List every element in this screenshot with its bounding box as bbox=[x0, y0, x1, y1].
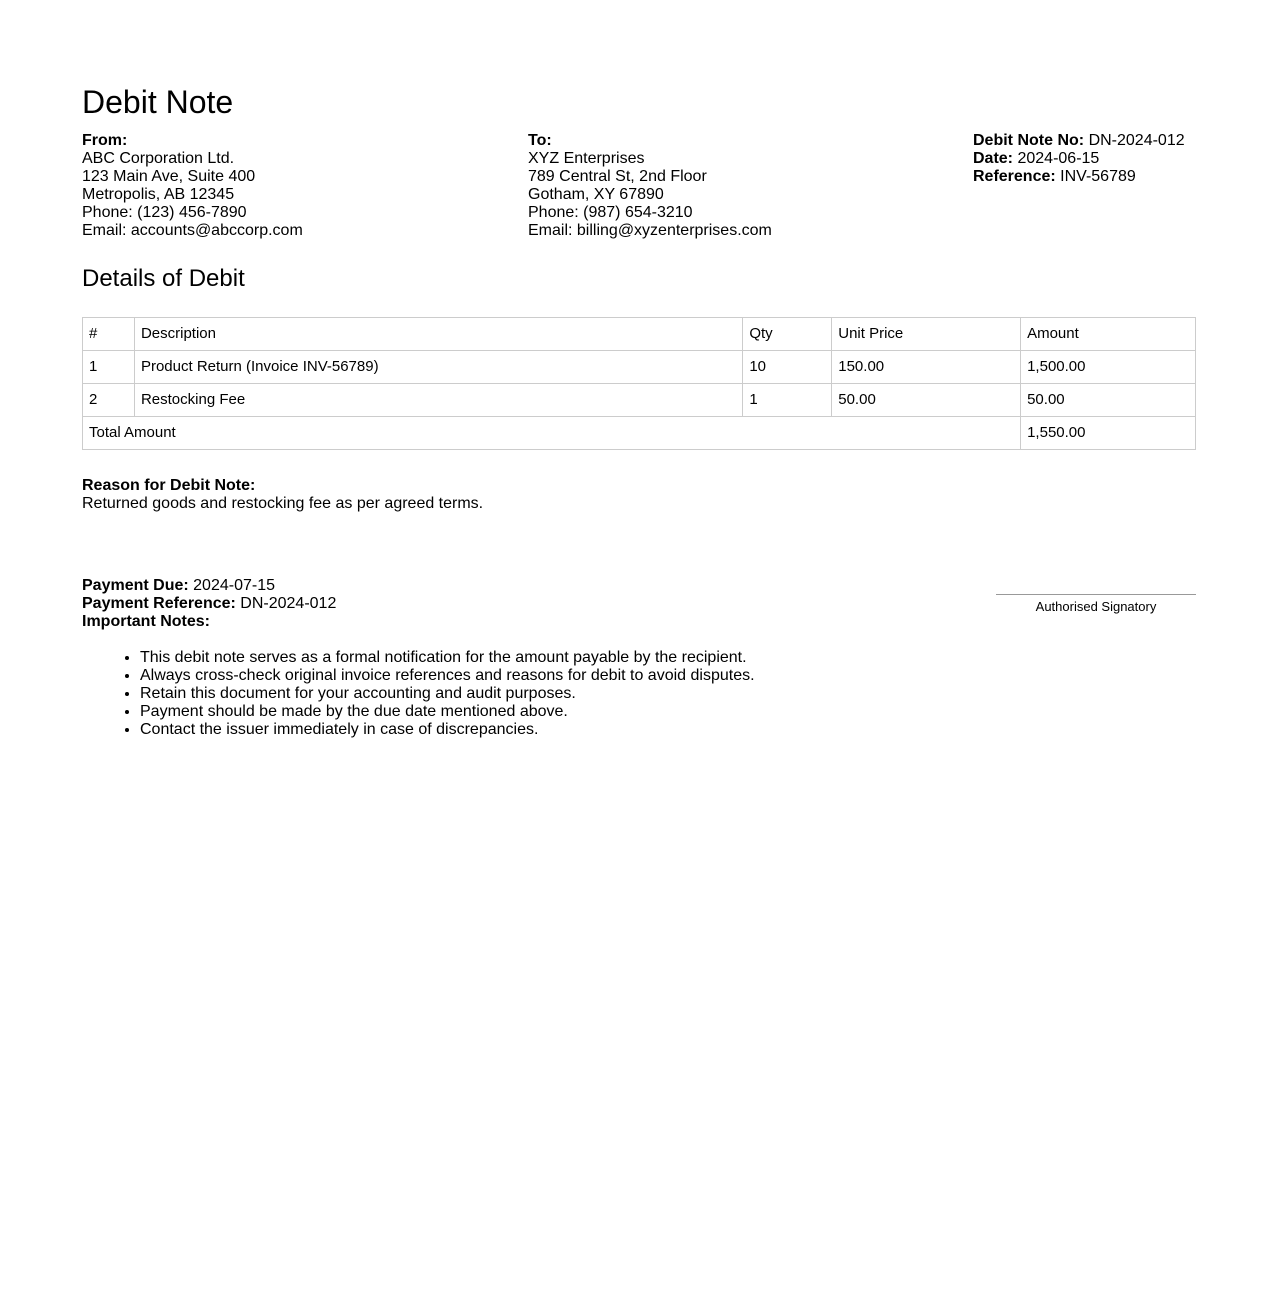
debit-note-number bbox=[973, 132, 1185, 150]
column-header: # bbox=[83, 318, 135, 351]
meta-block bbox=[973, 132, 1185, 186]
debit-note-number-label: Debit Note No: bbox=[973, 132, 1085, 149]
reason-label: Reason for Debit Note: bbox=[82, 477, 256, 494]
table-row bbox=[83, 384, 1196, 417]
reason-section bbox=[82, 477, 483, 513]
qty-cell: 1 bbox=[743, 384, 832, 417]
parties-section bbox=[82, 132, 1196, 242]
from-block bbox=[82, 132, 303, 240]
debit-note-reference bbox=[973, 168, 1185, 186]
amount-cell: 50.00 bbox=[1021, 384, 1196, 417]
to-phone: Phone: (987) 654-3210 bbox=[528, 204, 693, 221]
row-number-cell: 2 bbox=[83, 384, 135, 417]
from-heading: From: bbox=[82, 132, 128, 149]
debit-items-table bbox=[82, 317, 1196, 450]
payment-reference-label: Payment Reference: bbox=[82, 595, 236, 612]
from-name: ABC Corporation Ltd. bbox=[82, 150, 235, 167]
column-header: Unit Price bbox=[832, 318, 1021, 351]
signature-label: Authorised Signatory bbox=[1035, 599, 1157, 614]
payment-due-value: 2024-07-15 bbox=[193, 577, 275, 594]
debit-note-number-value: DN-2024-012 bbox=[1088, 132, 1185, 149]
debit-note-date-value: 2024-06-15 bbox=[1017, 150, 1100, 167]
unit-price-cell: 50.00 bbox=[832, 384, 1021, 417]
important-notes-label: Important Notes: bbox=[82, 613, 210, 630]
to-name: XYZ Enterprises bbox=[528, 150, 645, 167]
reason-text: Returned goods and restocking fee as per agreed terms. bbox=[82, 495, 484, 512]
from-address-line-1: 123 Main Ave, Suite 400 bbox=[82, 168, 256, 185]
to-address-line-1: 789 Central St, 2nd Floor bbox=[528, 168, 707, 185]
from-address-line-2: Metropolis, AB 12345 bbox=[82, 186, 235, 203]
details-title: Details of Debit bbox=[82, 265, 245, 292]
list-item: • Retain this document for your accounting and audit purposes. bbox=[140, 685, 755, 703]
list-item: • Contact the issuer immediately in case of discrepancies. bbox=[140, 721, 755, 739]
list-item: • This debit note serves as a formal notification for the amount payable by the recipient. bbox=[140, 649, 755, 667]
to-block bbox=[528, 132, 772, 240]
debit-note-date bbox=[973, 150, 1185, 168]
from-email: Email: accounts@abccorp.com bbox=[82, 222, 303, 239]
total-amount-label: Total Amount bbox=[83, 417, 1021, 450]
row-number-cell: 1 bbox=[83, 351, 135, 384]
debit-note-date-label: Date: bbox=[973, 150, 1014, 167]
to-email: Email: billing@xyzenterprises.com bbox=[528, 222, 772, 239]
total-amount-value: 1,550.00 bbox=[1021, 417, 1196, 450]
to-heading: To: bbox=[528, 132, 552, 149]
total-row bbox=[83, 417, 1196, 450]
column-header: Description bbox=[134, 318, 742, 351]
document-title: Debit Note bbox=[82, 84, 234, 120]
debit-note-reference-value: INV-56789 bbox=[1060, 168, 1136, 185]
signature-line bbox=[996, 594, 1196, 615]
column-header: Qty bbox=[743, 318, 832, 351]
list-item: • Payment should be made by the due date mentioned above. bbox=[140, 703, 755, 721]
payment-due bbox=[82, 577, 336, 595]
from-phone: Phone: (123) 456-7890 bbox=[82, 204, 247, 221]
list-item: • Always cross-check original invoice references and reasons for debit to avoid disputes. bbox=[140, 667, 755, 685]
payment-due-label: Payment Due: bbox=[82, 577, 189, 594]
to-address-line-2: Gotham, XY 67890 bbox=[528, 186, 664, 203]
description-cell: Restocking Fee bbox=[134, 384, 742, 417]
payment-section bbox=[82, 577, 336, 631]
description-cell: Product Return (Invoice INV-56789) bbox=[134, 351, 742, 384]
payment-reference-value: DN-2024-012 bbox=[240, 595, 337, 612]
column-header: Amount bbox=[1021, 318, 1196, 351]
payment-reference bbox=[82, 595, 336, 613]
table-header-row bbox=[83, 318, 1196, 351]
amount-cell: 1,500.00 bbox=[1021, 351, 1196, 384]
important-notes-list bbox=[82, 649, 755, 739]
debit-note-reference-label: Reference: bbox=[973, 168, 1056, 185]
unit-price-cell: 150.00 bbox=[832, 351, 1021, 384]
qty-cell: 10 bbox=[743, 351, 832, 384]
table-row bbox=[83, 351, 1196, 384]
